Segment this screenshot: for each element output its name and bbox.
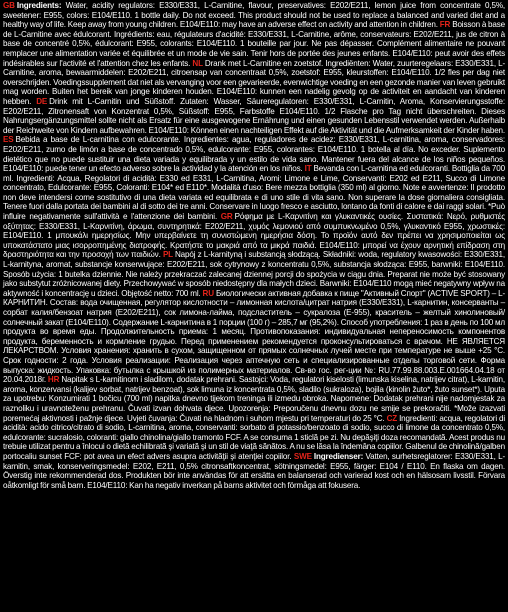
section-text: Bevanda con L-carnitina ed edulcoranti. Bottiglia da 700 ml. Ingredienti: Acqua, Regolatori di acidità: E330 ed E331, L-Carnitina, Aromi: Limone e Lime, Conservanti: E202 ed E211, Succo di Limone concentrato, Edulcorante: E955, Coloranti: E104* ed E110*. Modalità d'uso: Bere mezza bottiglia (350 ml) al giorno. Note e avvertenze: Il prodotto non deve intendersi come sostitutivo di una dieta variata ed equilibrata e di uno stile di vita sano. Non superare la dose giornaliera consigliata. Tenere fuori dalla portata dei bambini al di sotto dei tre anni. Conservare in luogo fresco e asciutto, lontano da fonti di calore e dai raggi solari. *Può influire negativamente sull'attività e l'attenzione dei bambini. [3, 164, 505, 222]
section-text: Ingredienti: acqua, regolatori di acidità: acido citrico/citrato di sodio, L-carnitina, aroma, conservanti: sorbato di potassio/benzoato di sodio, succo di limone da concentrato 0,5%, edulcorante: sucralosio, coloranti: giallo chinolina/giallo tramonto FCF. A se consuma 1 sticlă pe zi. Nu depăşiţi doza recomandată. Acest produs nu trebuie utilizat pentru a înlocui o dietă echilibrată şi variată şi un stil de viaţă sănătos. A nu se lăsa la îndemâna copiilor. Galbenul de chinolină/galben portocaliu sunset FCF: pot avea un efect advers asupra activităţii şi atenţiei copiilor. [3, 413, 505, 461]
section-text: Napój z L-karnityną i substancją słodzącą. Składniki: woda, regulatory kwasowości: E330/E331, L-karnityna, aromat, substancje konserwujące: E202/E211, sok cytrynowy z koncentratu 0,5%, substancja słodząca: E955, barwniki: E104/E110. Sposób użycia: 1 butelka dziennie. Nie należy przekraczać zalecanej dziennej porcji do spożycia w ciągu dnia. Preparat nie może być stosowany jako substytut zróżnicowanej diety. Przechowywać w sposób niedostępny dla małych dzieci. Barwniki: E104/E110 mogą mieć negatywny wpływ na aktywność i koncentrację u dzieci. Objętość netto: 700 ml. [3, 250, 505, 298]
language-code: IT [304, 164, 312, 174]
language-code: ES [3, 135, 14, 145]
language-code: DE [36, 96, 48, 106]
language-code: PL [162, 250, 173, 260]
label-section-de [3, 97, 505, 135]
section-heading: Ingredienser: [313, 451, 364, 461]
section-text: Ρόφημα με L-Καρνιτίνη και γλυκαντικές ουσίες. Συστατικά: Νερό, ρυθμιστές οξύτητας: E330/E331, L-Καρνιτίνη, άρωμα, συντηρητικά: E202/E211, χυμός λεμονιού από συμπυκνωμένο 0,5%, γλυκαντικό E955, χρωστικές: E104/E110. 1 μπουκάλι ημερησίως. Μην υπερβαίνετε τη συνιστώμενη ημερήσια δόση. Το προϊόν αυτό δεν πρέπει να χρησιμοποιείται ως υποκατάστατο μιας ισορροπημένης διατροφής. Κρατήστε το μακριά από τα μικρά παιδιά. E104/E110: μπορεί να έχουν αρνητική επίδραση στη δραστηριότητα και την προσοχή των παιδιών. [3, 212, 505, 260]
language-code: CZ [386, 413, 398, 423]
section-text: Vatten, surhetsreglatorer: E330/E331, L-karnitin, smak, konserveringsmedel: E202, E211, 0,5% citronsaftkoncentrat, sötningsmedel: E955, färger: E104 / E110. En flaska om dagen. Överstig inte rekommenderad dos. Produkten bör inte användas för att ersätta en balanserad och varierad kost och en hälsosam livsstil. Förvara oåtkomligt för små barn. E104/E110: Kan ha negativ inverkan på barns aktivitet och förmåga att fokusera. [3, 451, 505, 490]
language-code: FR [439, 20, 451, 30]
label-section-gb [3, 1, 505, 29]
language-code: SWE [293, 451, 312, 461]
language-code: HR [47, 375, 60, 385]
section-text: Boisson à base de L-Carnitine avec édulcorant. Ingrédients: eau, régulateurs d'acidité: E330/E331, L-Carnitine, arôme, conservateurs: E202/E211, jus de citron à base de concentré 0,5%, édulcorant: E955, colorants: E104/E110. 1 bouteille par jour. Ne pas dépasser. Complément alimentaire ne pouvant remplacer une alimentation variée et équilibrée et un mode de vie sain. Tenir hors de portée des jeunes enfants. E104/E110: peut avoir des effets indésirables sur l'activité et l'attention chez les enfants. [3, 20, 505, 68]
section-heading: Ingredients: [16, 1, 62, 10]
section-text: Bebida a base de L-carnitina con edulcorante. Ingredientes: agua, reguladores de acidez: E330/E331, L-carnitina, aroma, conservadores: E202/E211, zumo de limón a base de concentrado 0,5%, edulcorante: E955, colorantes: E104/E110. 1 botella al día. No exceder. Suplemento dietético que no puede sustituir una dieta variada y equilibrada y un estilo de vida sano. Mantener fuera del alcance de los niños pequeños. E104/E110: puede tener un efecto adverso sobre la actividad y la atención en los niños. [3, 135, 505, 174]
section-text: Water, acidity regulators: E330/E331, L-Carnitine, flavour, preservatives: E202/E211, lemon juice from concentrate 0,5%, sweetener: E955, colors: E104/E110. 1 bottle daily. Do not exceed. This product should not be used to replace a balanced and varied diet and a healthy way of life. Keep away from young children. E104/E110: may have an adverse effect on activity and attention in children. [3, 1, 505, 30]
label-section-ru [3, 289, 505, 384]
language-code: NL [192, 58, 203, 68]
language-code: GR [220, 212, 233, 222]
section-text: Drink mit L-Carnitin und Süßstoff. Zutaten: Wasser, Säureregulatoren: E330/E331, L-Carnitin, Aroma, Konservierungsstoffe: E202/E211, Zitronensaft von Konzentrat 0,5%, Süßstoff: E955, Farbstoffe E104/E110. 1/2 Flasche pro Tag nicht überschreiten. Dieses Nahrungsergänzungsmittel sollte nicht als Ersatz für eine ausgewogene Ernährung und einen gesunden Lebensstil verwendet werden. Außerhalb der Reichweite von Kindern aufbewahren. E104/E110: Können einen nachteiligen Effekt auf die Aktivität und die Aufmerksamkeit der Kinder haben. [3, 96, 505, 135]
section-text: Drank met L-Carnitine en zoetstof. Ingrediënten: Water, zuurteregelaars: E330/E331, L-Carnitine, aroma, bewaarmiddelen: E202/E211, citroensap van concentraat 0,5%, zoetstof: E955, kleurstoffen: E104/E110. 1/2 fles per dag niet overschrijden. Voedingssupplement dat niet als vervanging voor een gevarieerde, evenwichtige voeding en een gezonde manier van leven gebruikt mag worden. Buiten het bereik van jonge kinderen houden. E104/E110: kunnen een nadelig gevolg op de activiteit en aandacht van kinderen hebben. [3, 58, 505, 106]
section-text: Биологически активная добавка к пище "Активный Спорт" (ACTIVE SPORT) – L-КАРНИТИН. Состав: вода очищенная, регулятор кислотности – лимонная кислота/цитрат натрия (E330/E331), L-карнитин, консерванты – сорбат калия/бензоат натрия (E202/E211), сок лимона-лайма, подсластитель – сукралоза (E-955), краситель – желтый хинолиновый/солнечный закат (E104/E110). Содержание L-карнитина в 1 порции (100 г) – 285,7 мг (95,2%). Способ употребления: 1 раз в день по 100 мл продукта во время еды. Продолжительность приема: 1 месяц. Противопоказания: индивидуальная непереносимость компонентов продукта, беременность и кормление грудью. Перед применением рекомендуется проконсультироваться с врачом. НЕ ЯВЛЯЕТСЯ ЛЕКАРСТВОМ. Условия хранения: хранить в сухом, защищенном от прямых солнечных лучей месте при температуре не выше +25 °C. Срок годности: 2 года. Условия реализации: Реализация через аптечную сеть и специализированные отделы торговой сети. Форма выпуска: жидкость. Упаковка: бутылка с крышкой из полимерных материалов. Св-во гос. рег-ции №: RU.77.99.88.003.E.001664.04.18 от 20.04.2018г. [3, 288, 505, 385]
section-text: Napitak s L-karnitinom i sladilom, dodatak prehrani. Sastojci: Voda, regulatori kiselosti (limunska kiselina, natrijev citrat), L-karnitin, aroma, konzervansi (kalijev sorbat, natrijev benzoat), sok limuna iz koncentrata 0,5%, sladilo (sukraloza), bojila (kinolin žuto*, žuto sunset*). Uputa za upotrebu: Konzumirati 1 bočicu (700 ml) napitka dnevno tijekom treninga ili izmedu obroka. Napomene: Dodatak prehrani nije nadomjestak za raznoliku i uravnoteženu prehranu. Čuvati izvan dohvata djece. Upozorenja: Preporučenu dnevnu dozu ne smije se prekoračiti. *Može izazvati poremećaj aktivnosti i pažnje djece. Uvjeti čuvanja: Čuvati na hladnom i suhom mjestu pri temperaturi do 25 °C. [3, 375, 505, 423]
language-code: RU [202, 288, 214, 298]
language-code: GB [3, 1, 15, 10]
